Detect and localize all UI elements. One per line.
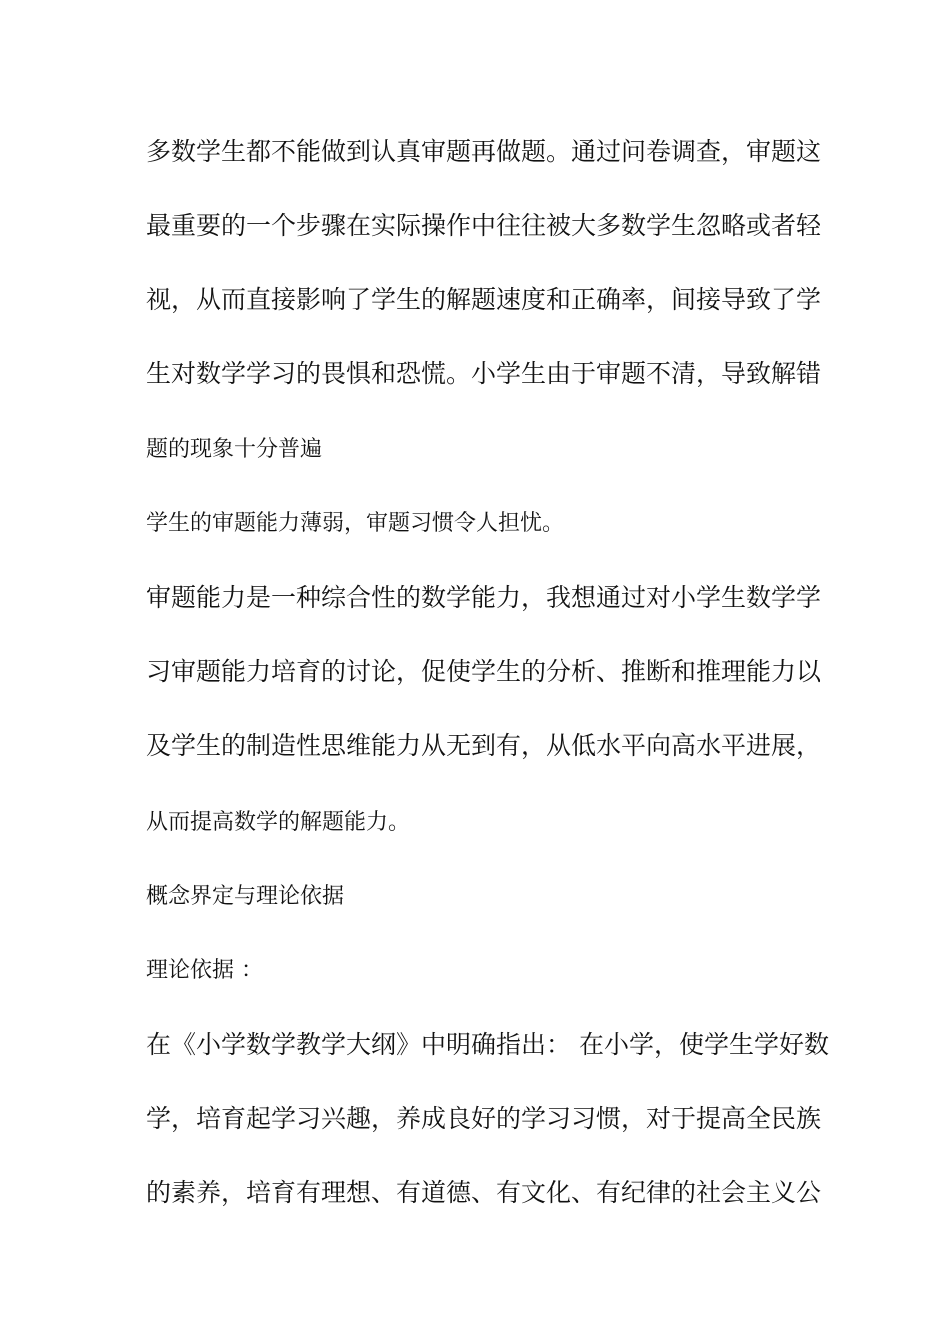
paragraph-line-3: 视，从而直接影响了学生的解题速度和正确率，间接导致了学 — [146, 285, 822, 314]
paragraph-line-5: 题的现象十分普遍 — [146, 437, 323, 462]
paragraph-line-7: 审题能力是一种综合性的数学能力，我想通过对小学生数学学 — [146, 583, 822, 612]
section-heading: 概念界定与理论依据 — [146, 884, 345, 909]
paragraph-line-14: 学，培育起学习兴趣，养成良好的学习习惯，对于提高全民族 — [146, 1104, 822, 1133]
paragraph-line-4: 生对数学学习的畏惧和恐慌。小学生由于审题不清，导致解错 — [146, 359, 822, 388]
paragraph-line-8: 习审题能力培育的讨论，促使学生的分析、推断和推理能力以 — [146, 657, 822, 686]
paragraph-line-15: 的素养，培育有理想、有道德、有文化、有纪律的社会主义公 — [146, 1178, 822, 1207]
subsection-heading: 理论依据 ： — [146, 958, 263, 983]
paragraph-line-9: 及学生的制造性思维能力从无到有，从低水平向高水平进展， — [146, 731, 822, 760]
paragraph-line-2: 最重要的一个步骤在实际操作中往往被大多数学生忽略或者轻 — [146, 211, 822, 240]
paragraph-line-6: 学生的审题能力薄弱，审题习惯令人担忧。 — [146, 511, 565, 536]
paragraph-line-1: 多数学生都不能做到认真审题再做题。通过问卷调查，审题这 — [146, 137, 822, 166]
paragraph-line-10: 从而提高数学的解题能力。 — [146, 810, 411, 835]
paragraph-line-13: 在《小学数学教学大纲》中明确指出： 在小学，使学生学好数 — [146, 1030, 829, 1059]
